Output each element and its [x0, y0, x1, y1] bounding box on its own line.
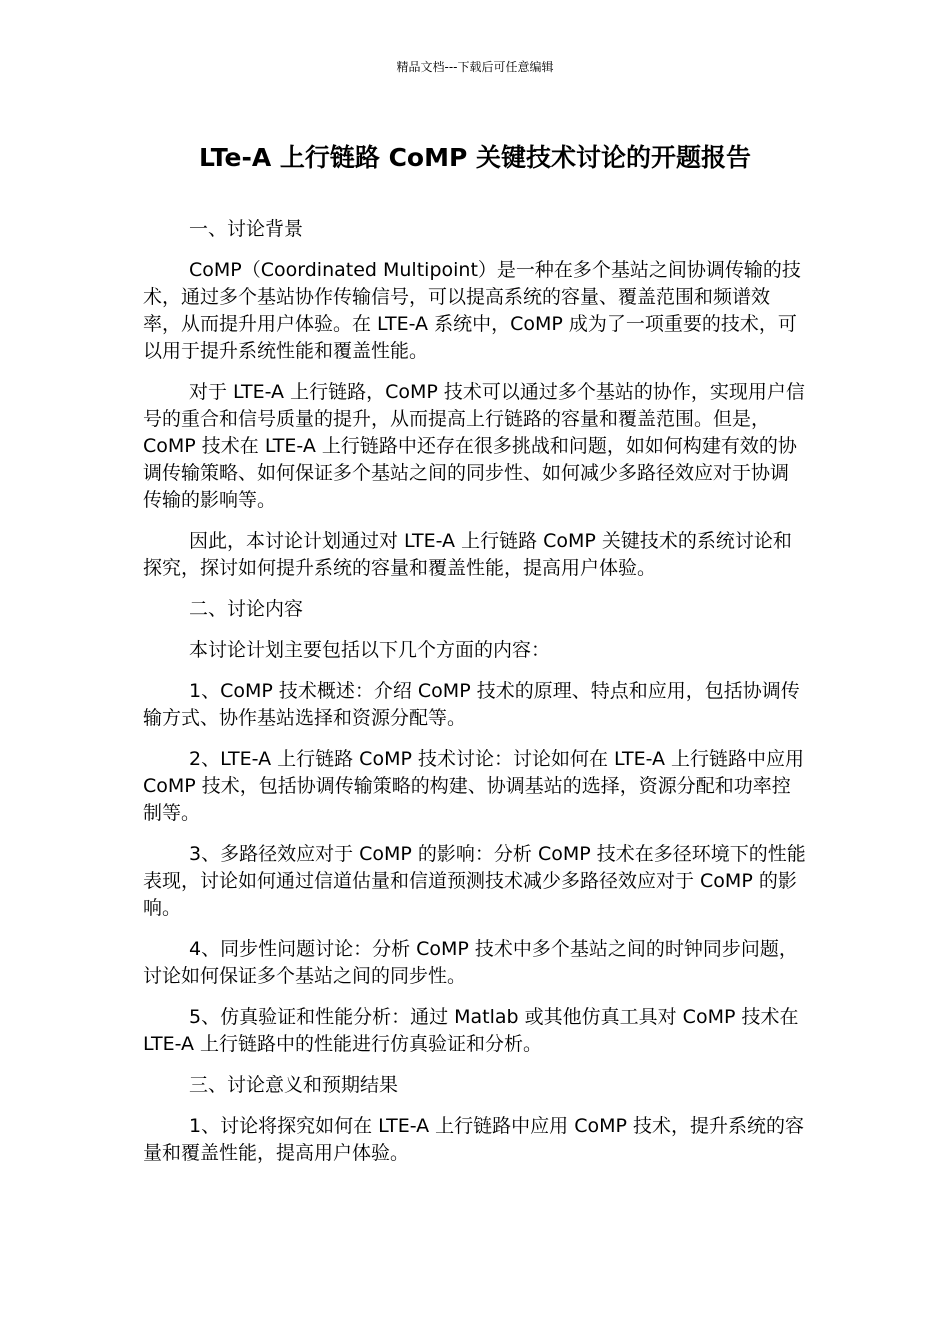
document-body — [143, 216, 807, 1181]
list-item-1: 1、CoMP 技术概述：介绍 CoMP 技术的原理、特点和应用，包括协调传输方式、协作基站选择和资源分配等。 — [143, 680, 800, 729]
page-header: 精品文档---下载后可任意编辑 — [396, 60, 554, 74]
list-item-5: 5、仿真验证和性能分析：通过 Matlab 或其他仿真工具对 CoMP 技术在 LTE-A 上行链路中的性能进行仿真验证和分析。 — [143, 1006, 799, 1055]
document-title: LTe-A 上行链路 CoMP 关键技术讨论的开题报告 — [198, 143, 752, 172]
paragraph-comp-intro: CoMP（Coordinated Multipoint）是一种在多个基站之间协调传输的技术，通过多个基站协作传输信号，可以提高系统的容量、覆盖范围和频谱效率，从而提升用户体验。在 LTE-A 系统中，CoMP 成为了一项重要的技术，可以用于提升系统性能和覆盖性能。 — [143, 259, 801, 362]
paragraph-research-goal: 因此，本讨论计划通过对 LTE-A 上行链路 CoMP 关键技术的系统讨论和探究，探讨如何提升系统的容量和覆盖性能，提高用户体验。 — [143, 530, 792, 579]
list-item-2: 2、LTE-A 上行链路 CoMP 技术讨论：讨论如何在 LTE-A 上行链路中应用 CoMP 技术，包括协调传输策略的构建、协调基站的选择，资源分配和功率控制等。 — [143, 748, 805, 824]
paragraph-content-intro: 本讨论计划主要包括以下几个方面的内容： — [189, 639, 551, 661]
list-item-3: 3、多路径效应对于 CoMP 的影响：分析 CoMP 技术在多径环境下的性能表现，讨论如何通过信道估量和信道预测技术减少多路径效应对于 CoMP 的影响。 — [143, 843, 806, 919]
section-heading-background: 一、讨论背景 — [189, 218, 304, 240]
section-heading-content: 二、讨论内容 — [189, 598, 304, 620]
list-item-4: 4、同步性问题讨论：分析 CoMP 技术中多个基站之间的时钟同步问题，讨论如何保证多个基站之间的同步性。 — [143, 938, 798, 987]
result-item-1: 1、讨论将探究如何在 LTE-A 上行链路中应用 CoMP 技术，提升系统的容量和覆盖性能，提高用户体验。 — [143, 1115, 805, 1164]
section-heading-significance: 三、讨论意义和预期结果 — [189, 1074, 399, 1096]
paragraph-uplink-challenges: 对于 LTE-A 上行链路，CoMP 技术可以通过多个基站的协作，实现用户信号的重合和信号质量的提升，从而提高上行链路的容量和覆盖范围。但是，CoMP 技术在 LTE-A 上行链路中还存在很多挑战和问题，如如何构建有效的协调传输策略、如何保证多个基站之间的同步性、如何减少多路径效应对于协调传输的影响等。 — [143, 381, 805, 511]
